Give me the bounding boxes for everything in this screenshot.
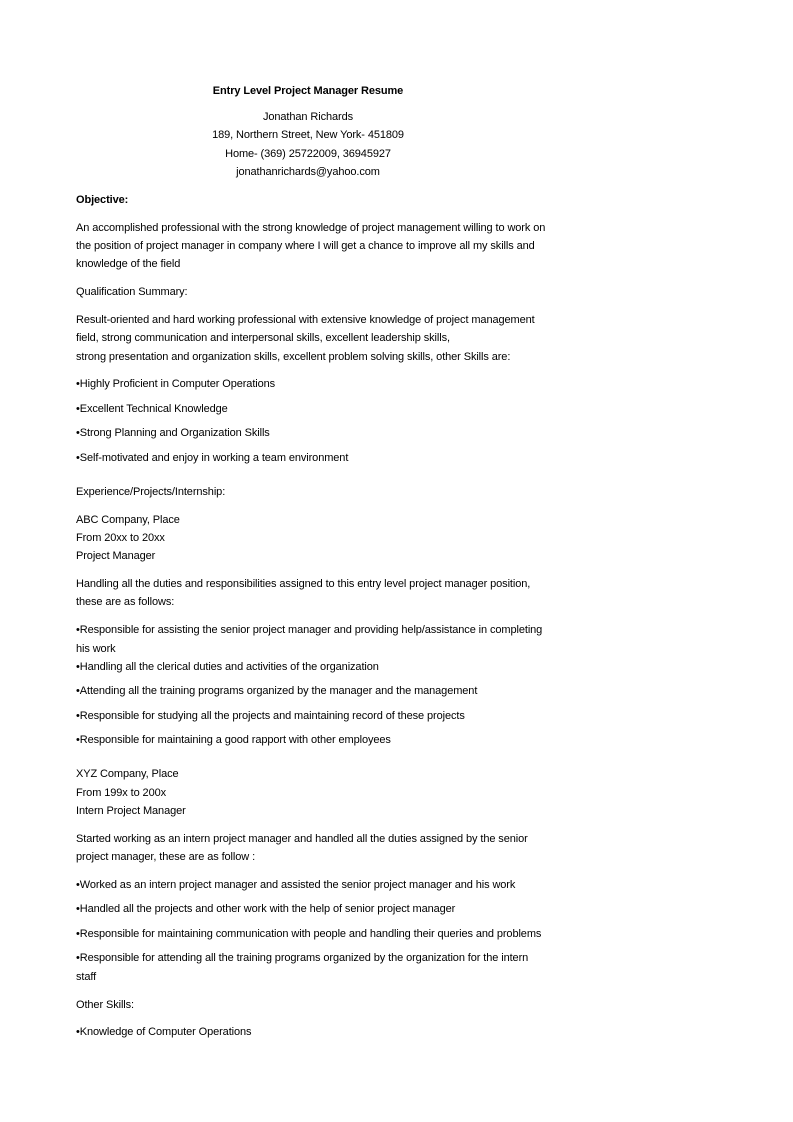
other-skills-heading: Other Skills: xyxy=(76,999,134,1011)
candidate-name: Jonathan Richards xyxy=(262,111,354,123)
job-role: Project Manager xyxy=(76,550,156,562)
candidate-address: 189, Northern Street, New York- 451809 xyxy=(212,129,404,141)
job-intro: these are as follows: xyxy=(76,596,175,608)
objective-line: knowledge of the field xyxy=(76,258,181,270)
objective-heading: Objective: xyxy=(76,194,129,206)
qualification-bullet: •Highly Proficient in Computer Operations xyxy=(76,378,276,390)
objective-line: the position of project manager in company where I will get a chance to improve all my skills and xyxy=(76,240,535,252)
qualification-line: Result-oriented and hard working professional with extensive knowledge of project management xyxy=(76,314,535,326)
job-bullet: •Handled all the projects and other work with the help of senior project manager xyxy=(76,903,456,915)
experience-heading: Experience/Projects/Internship: xyxy=(76,486,226,498)
qualification-heading: Qualification Summary: xyxy=(76,286,188,298)
qualification-bullet: •Excellent Technical Knowledge xyxy=(76,403,228,415)
job-bullet: •Responsible for attending all the training programs organized by the organization for the intern xyxy=(76,952,529,964)
objective-line: An accomplished professional with the strong knowledge of project management willing to work on xyxy=(76,222,546,234)
qualification-line: field, strong communication and interpersonal skills, excellent leadership skills, xyxy=(76,332,450,344)
job-bullet: •Responsible for maintaining communication with people and handling their queries and problems xyxy=(76,928,542,940)
job-role: Intern Project Manager xyxy=(76,805,186,817)
job-dates: From 199x to 200x xyxy=(76,787,167,799)
job-bullet: •Worked as an intern project manager and assisted the senior project manager and his work xyxy=(76,879,516,891)
job-bullet: •Responsible for maintaining a good rapport with other employees xyxy=(76,734,391,746)
qualification-bullet: •Self-motivated and enjoy in working a team environment xyxy=(76,452,349,464)
job-bullet: •Handling all the clerical duties and activities of the organization xyxy=(76,661,379,673)
candidate-email: jonathanrichards@yahoo.com xyxy=(236,166,380,178)
job-bullet: staff xyxy=(76,971,97,983)
qualification-bullet: •Strong Planning and Organization Skills xyxy=(76,427,270,439)
job-bullet: •Attending all the training programs organized by the manager and the management xyxy=(76,685,478,697)
job-intro: Started working as an intern project manager and handled all the duties assigned by the senior xyxy=(76,833,528,845)
job-bullet: •Responsible for studying all the projects and maintaining record of these projects xyxy=(76,710,465,722)
job-company: ABC Company, Place xyxy=(76,514,180,526)
job-dates: From 20xx to 20xx xyxy=(76,532,165,544)
job-bullet: •Responsible for assisting the senior project manager and providing help/assistance in completing xyxy=(76,624,543,636)
qualification-line: strong presentation and organization skills, excellent problem solving skills, other Skills are: xyxy=(76,351,511,363)
job-intro: Handling all the duties and responsibilities assigned to this entry level project manager position, xyxy=(76,578,531,590)
job-intro: project manager, these are as follow : xyxy=(76,851,256,863)
job-bullet: his work xyxy=(76,643,116,655)
job-company: XYZ Company, Place xyxy=(76,768,179,780)
document-title: Entry Level Project Manager Resume xyxy=(212,85,404,97)
other-skills-bullet: •Knowledge of Computer Operations xyxy=(76,1026,252,1038)
candidate-phone: Home- (369) 25722009, 36945927 xyxy=(225,148,391,160)
